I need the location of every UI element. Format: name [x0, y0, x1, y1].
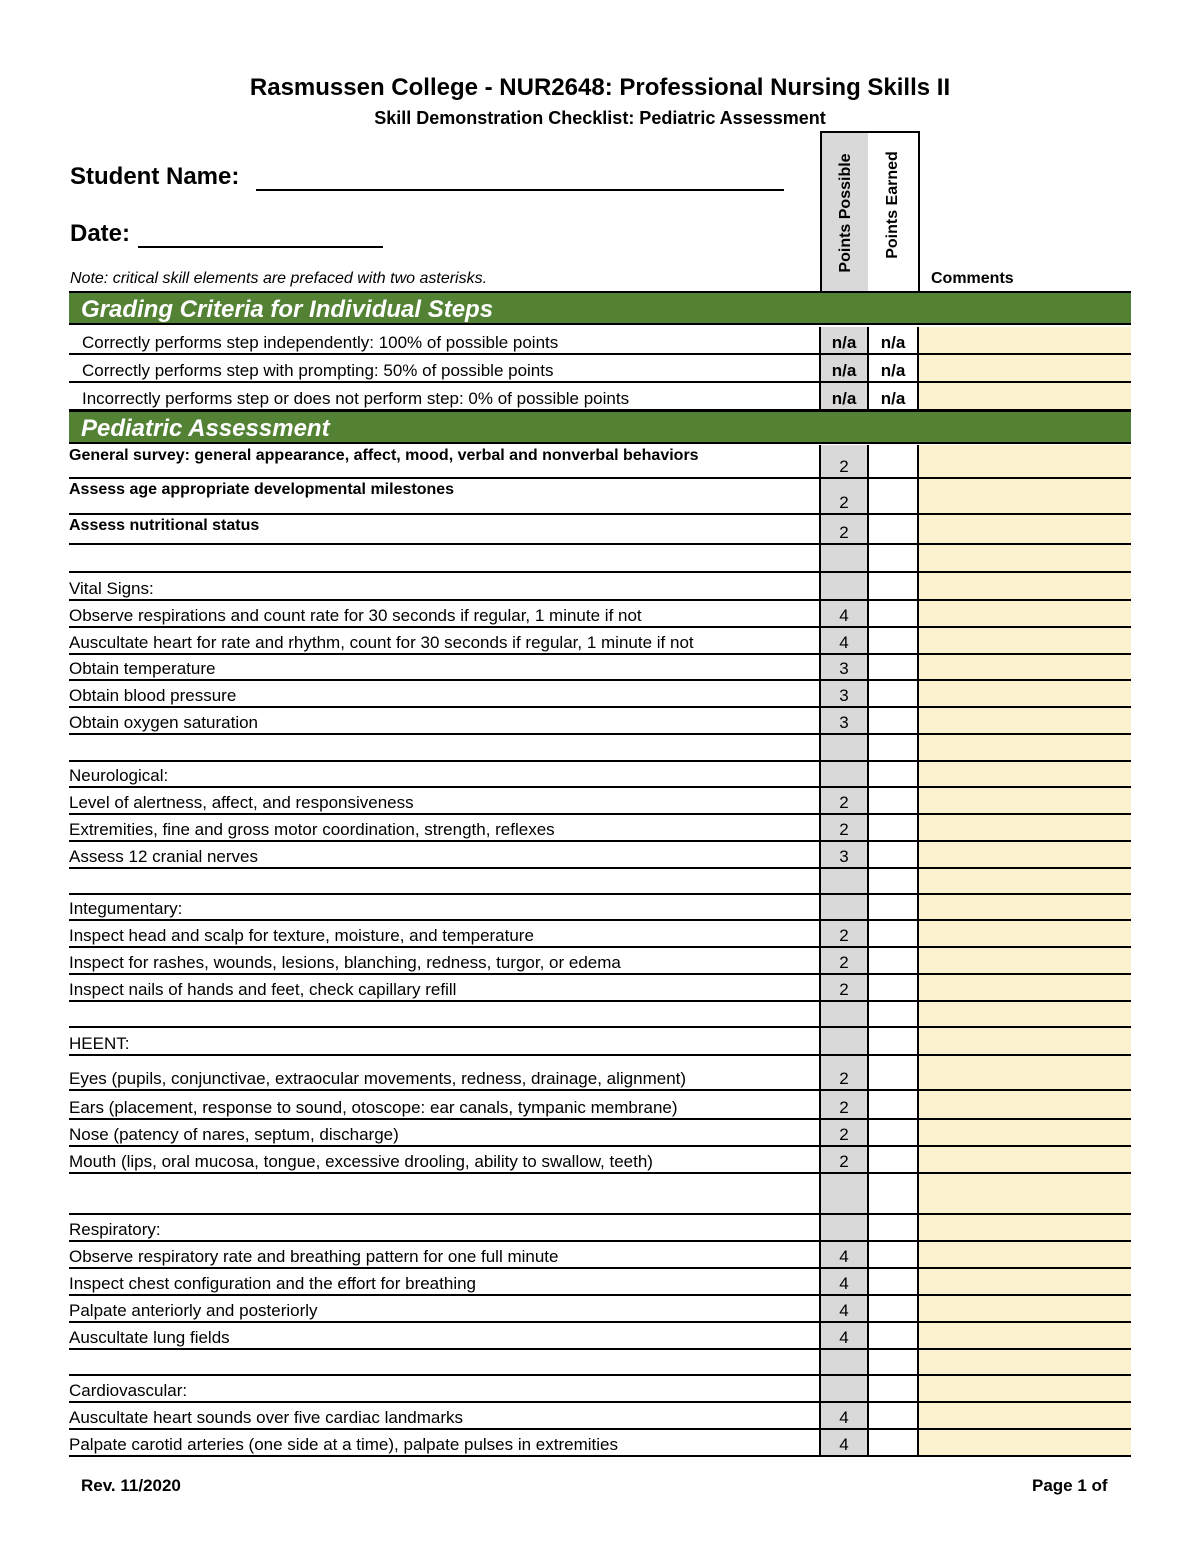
step-points-possible: 4 [820, 1241, 868, 1268]
criteria-text: Incorrectly performs step or does not perform step: 0% of possible points [69, 382, 820, 410]
step-text: Cardiovascular: [69, 1375, 820, 1402]
criteria-text: Correctly performs step independently: 100% of possible points [69, 327, 820, 354]
step-points-possible [820, 1214, 868, 1241]
step-points-earned[interactable] [868, 1241, 918, 1268]
step-points-earned[interactable] [868, 787, 918, 814]
date-field[interactable] [138, 220, 383, 248]
step-comments-cell[interactable] [918, 1001, 1131, 1027]
step-comments-cell[interactable] [918, 1402, 1131, 1429]
checklist-row [69, 1241, 1131, 1268]
criteria-points-earned: n/a [868, 354, 918, 382]
points-possible-label: Points Possible [837, 152, 854, 273]
step-comments-cell[interactable] [918, 1055, 1131, 1090]
step-points-possible [820, 868, 868, 894]
step-text: Assess 12 cranial nerves [69, 841, 820, 868]
step-points-earned[interactable] [868, 734, 918, 761]
criteria-points-earned: n/a [868, 382, 918, 410]
step-points-possible: 2 [820, 1055, 868, 1090]
step-points-possible: 3 [820, 841, 868, 868]
criteria-text: Correctly performs step with prompting: 50% of possible points [69, 354, 820, 382]
page-number: Page 1 of [1032, 1476, 1108, 1495]
step-points-earned[interactable] [868, 1402, 918, 1429]
checklist-row [69, 1429, 1131, 1456]
step-text [69, 868, 820, 894]
checklist-row [69, 680, 1131, 707]
step-points-earned[interactable] [868, 814, 918, 841]
step-text: Auscultate heart sounds over five cardiac landmarks [69, 1402, 820, 1429]
step-points-earned[interactable] [868, 1090, 918, 1119]
step-points-earned[interactable] [868, 572, 918, 600]
step-points-possible: 4 [820, 627, 868, 654]
step-comments-cell[interactable] [918, 947, 1131, 974]
critical-note: Note: critical skill elements are prefaced with two asterisks. [70, 270, 488, 287]
step-comments-cell[interactable] [918, 1429, 1131, 1456]
checklist-row [69, 841, 1131, 868]
checklist-row [69, 947, 1131, 974]
step-points-earned[interactable] [868, 654, 918, 680]
step-points-possible [820, 761, 868, 787]
checklist-row [69, 572, 1131, 600]
step-comments-cell[interactable] [918, 868, 1131, 894]
assessment-table [69, 445, 1131, 1457]
checklist-row [69, 1402, 1131, 1429]
checklist-row [69, 894, 1131, 920]
step-points-possible: 4 [820, 1322, 868, 1349]
checklist-row [69, 544, 1131, 572]
step-text: Obtain oxygen saturation [69, 707, 820, 734]
step-points-possible: 2 [820, 814, 868, 841]
step-points-possible: 2 [820, 478, 868, 514]
step-text [69, 1173, 820, 1214]
step-points-possible: 2 [820, 1119, 868, 1146]
step-points-earned[interactable] [868, 514, 918, 544]
step-points-possible [820, 1173, 868, 1214]
step-comments-cell[interactable] [918, 814, 1131, 841]
step-text: Eyes (pupils, conjunctivae, extraocular movements, redness, drainage, alignment) [69, 1055, 820, 1090]
step-text: Assess age appropriate developmental milestones [69, 478, 820, 514]
step-points-possible: 2 [820, 947, 868, 974]
step-comments-cell[interactable] [918, 841, 1131, 868]
step-text: Auscultate heart for rate and rhythm, count for 30 seconds if regular, 1 minute if not [69, 627, 820, 654]
step-points-earned[interactable] [868, 1322, 918, 1349]
points-possible-header [820, 131, 872, 292]
step-points-possible [820, 1027, 868, 1055]
step-text: Vital Signs: [69, 572, 820, 600]
student-name-field[interactable] [256, 163, 784, 191]
checklist-row [69, 787, 1131, 814]
step-points-earned[interactable] [868, 841, 918, 868]
step-points-earned[interactable] [868, 1173, 918, 1214]
checklist-row [69, 1375, 1131, 1402]
step-comments-cell[interactable] [918, 1090, 1131, 1119]
criteria-points-possible: n/a [820, 382, 868, 410]
step-points-possible: 2 [820, 445, 868, 478]
step-text: Inspect nails of hands and feet, check capillary refill [69, 974, 820, 1001]
grading-criteria-heading: Grading Criteria for Individual Steps [69, 291, 1131, 325]
revision-label: Rev. 11/2020 [81, 1476, 181, 1495]
step-text [69, 1349, 820, 1375]
step-points-earned[interactable] [868, 1268, 918, 1295]
points-earned-label: Points Earned [884, 150, 901, 259]
step-points-earned[interactable] [868, 947, 918, 974]
step-comments-cell[interactable] [918, 600, 1131, 627]
step-points-possible: 3 [820, 707, 868, 734]
step-points-earned[interactable] [868, 445, 918, 478]
step-comments-cell[interactable] [918, 1241, 1131, 1268]
criteria-row [69, 382, 1131, 410]
step-points-earned[interactable] [868, 1349, 918, 1375]
step-points-earned[interactable] [868, 1214, 918, 1241]
step-comments-cell[interactable] [918, 707, 1131, 734]
student-name-label: Student Name: [70, 163, 240, 190]
checklist-row [69, 734, 1131, 761]
checklist-row [69, 1214, 1131, 1241]
step-text: Level of alertness, affect, and responsiveness [69, 787, 820, 814]
step-comments-cell[interactable] [918, 761, 1131, 787]
step-text: Obtain blood pressure [69, 680, 820, 707]
step-points-earned[interactable] [868, 627, 918, 654]
step-points-earned[interactable] [868, 1027, 918, 1055]
step-points-possible: 4 [820, 1429, 868, 1456]
checklist-row [69, 1119, 1131, 1146]
step-comments-cell[interactable] [918, 1349, 1131, 1375]
checklist-row [69, 868, 1131, 894]
step-comments-cell[interactable] [918, 974, 1131, 1001]
step-text: Auscultate lung fields [69, 1322, 820, 1349]
step-points-earned[interactable] [868, 600, 918, 627]
step-points-earned[interactable] [868, 1429, 918, 1456]
step-comments-cell[interactable] [918, 1375, 1131, 1402]
checklist-row [69, 707, 1131, 734]
step-points-possible [820, 1375, 868, 1402]
step-text: Inspect head and scalp for texture, moisture, and temperature [69, 920, 820, 947]
step-points-earned[interactable] [868, 478, 918, 514]
step-points-earned[interactable] [868, 920, 918, 947]
criteria-row [69, 327, 1131, 354]
step-comments-cell[interactable] [918, 734, 1131, 761]
step-points-possible [820, 894, 868, 920]
step-text: Observe respirations and count rate for 30 seconds if regular, 1 minute if not [69, 600, 820, 627]
step-points-possible: 3 [820, 680, 868, 707]
step-points-possible: 3 [820, 654, 868, 680]
step-text: Neurological: [69, 761, 820, 787]
step-comments-cell[interactable] [918, 787, 1131, 814]
checklist-row [69, 600, 1131, 627]
criteria-comments-cell[interactable] [918, 354, 1131, 382]
step-text: Observe respiratory rate and breathing pattern for one full minute [69, 1241, 820, 1268]
step-text: Ears (placement, response to sound, otoscope: ear canals, tympanic membrane) [69, 1090, 820, 1119]
checklist-row [69, 1173, 1131, 1214]
checklist-row [69, 920, 1131, 947]
step-text: Integumentary: [69, 894, 820, 920]
step-comments-cell[interactable] [918, 1214, 1131, 1241]
step-text: General survey: general appearance, affect, mood, verbal and nonverbal behaviors [69, 445, 820, 478]
checklist-row [69, 1001, 1131, 1027]
checklist-row [69, 1146, 1131, 1173]
step-comments-cell[interactable] [918, 514, 1131, 544]
checklist-row [69, 514, 1131, 544]
step-comments-cell[interactable] [918, 544, 1131, 572]
step-points-possible: 2 [820, 1146, 868, 1173]
step-comments-cell[interactable] [918, 572, 1131, 600]
checklist-row [69, 1027, 1131, 1055]
criteria-points-possible: n/a [820, 354, 868, 382]
step-text [69, 544, 820, 572]
step-points-possible: 2 [820, 974, 868, 1001]
checklist-row [69, 654, 1131, 680]
checklist-row [69, 814, 1131, 841]
step-points-possible: 4 [820, 1295, 868, 1322]
step-points-earned[interactable] [868, 1119, 918, 1146]
step-text: Respiratory: [69, 1214, 820, 1241]
step-points-possible: 4 [820, 1402, 868, 1429]
step-points-earned[interactable] [868, 707, 918, 734]
step-comments-cell[interactable] [918, 1295, 1131, 1322]
step-points-possible: 4 [820, 600, 868, 627]
step-text [69, 734, 820, 761]
step-points-earned[interactable] [868, 761, 918, 787]
checklist-row [69, 761, 1131, 787]
step-points-possible: 2 [820, 787, 868, 814]
step-text: Obtain temperature [69, 654, 820, 680]
step-points-possible [820, 1001, 868, 1027]
step-points-earned[interactable] [868, 1001, 918, 1027]
step-points-possible: 4 [820, 1268, 868, 1295]
step-comments-cell[interactable] [918, 445, 1131, 478]
step-points-earned[interactable] [868, 868, 918, 894]
step-text: Palpate anteriorly and posteriorly [69, 1295, 820, 1322]
step-comments-cell[interactable] [918, 894, 1131, 920]
step-comments-cell[interactable] [918, 680, 1131, 707]
points-earned-header [868, 131, 920, 292]
criteria-points-earned: n/a [868, 327, 918, 354]
step-points-earned[interactable] [868, 974, 918, 1001]
step-comments-cell[interactable] [918, 1268, 1131, 1295]
step-points-earned[interactable] [868, 1295, 918, 1322]
step-text: Nose (patency of nares, septum, discharge) [69, 1119, 820, 1146]
checklist-row [69, 627, 1131, 654]
checklist-row [69, 445, 1131, 478]
pediatric-assessment-heading: Pediatric Assessment [69, 410, 1131, 444]
checklist-row [69, 974, 1131, 1001]
step-comments-cell[interactable] [918, 1146, 1131, 1173]
step-points-possible [820, 572, 868, 600]
criteria-comments-cell[interactable] [918, 382, 1131, 410]
step-points-possible [820, 544, 868, 572]
step-points-possible [820, 734, 868, 761]
step-text [69, 1001, 820, 1027]
criteria-row [69, 354, 1131, 382]
step-text: Inspect chest configuration and the effort for breathing [69, 1268, 820, 1295]
date-label: Date: [70, 220, 131, 247]
step-points-earned[interactable] [868, 894, 918, 920]
step-points-earned[interactable] [868, 1055, 918, 1090]
step-comments-cell[interactable] [918, 654, 1131, 680]
step-points-possible [820, 1349, 868, 1375]
step-comments-cell[interactable] [918, 920, 1131, 947]
criteria-points-possible: n/a [820, 327, 868, 354]
checklist-row [69, 1322, 1131, 1349]
checklist-row [69, 1295, 1131, 1322]
step-comments-cell[interactable] [918, 1173, 1131, 1214]
step-text: Extremities, fine and gross motor coordination, strength, reflexes [69, 814, 820, 841]
step-points-earned[interactable] [868, 544, 918, 572]
checklist-row [69, 1268, 1131, 1295]
step-points-earned[interactable] [868, 1375, 918, 1402]
step-comments-cell[interactable] [918, 478, 1131, 514]
comments-header: Comments [931, 270, 1014, 287]
step-comments-cell[interactable] [918, 1322, 1131, 1349]
step-comments-cell[interactable] [918, 627, 1131, 654]
page-title: Rasmussen College - NUR2648: Professional Nursing Skills II [249, 74, 951, 101]
step-text: HEENT: [69, 1027, 820, 1055]
step-text: Inspect for rashes, wounds, lesions, blanching, redness, turgor, or edema [69, 947, 820, 974]
step-text: Mouth (lips, oral mucosa, tongue, excessive drooling, ability to swallow, teeth) [69, 1146, 820, 1173]
step-comments-cell[interactable] [918, 1119, 1131, 1146]
page-subtitle: Skill Demonstration Checklist: Pediatric Assessment [374, 108, 826, 128]
step-points-earned[interactable] [868, 1146, 918, 1173]
grading-criteria-table [69, 327, 1131, 411]
checklist-row [69, 478, 1131, 514]
step-points-possible: 2 [820, 1090, 868, 1119]
step-points-possible: 2 [820, 920, 868, 947]
step-points-earned[interactable] [868, 680, 918, 707]
step-comments-cell[interactable] [918, 1027, 1131, 1055]
step-text: Palpate carotid arteries (one side at a time), palpate pulses in extremities [69, 1429, 820, 1456]
checklist-row [69, 1090, 1131, 1119]
step-points-possible: 2 [820, 514, 868, 544]
step-text: Assess nutritional status [69, 514, 820, 544]
criteria-comments-cell[interactable] [918, 327, 1131, 354]
checklist-row [69, 1055, 1131, 1090]
checklist-row [69, 1349, 1131, 1375]
